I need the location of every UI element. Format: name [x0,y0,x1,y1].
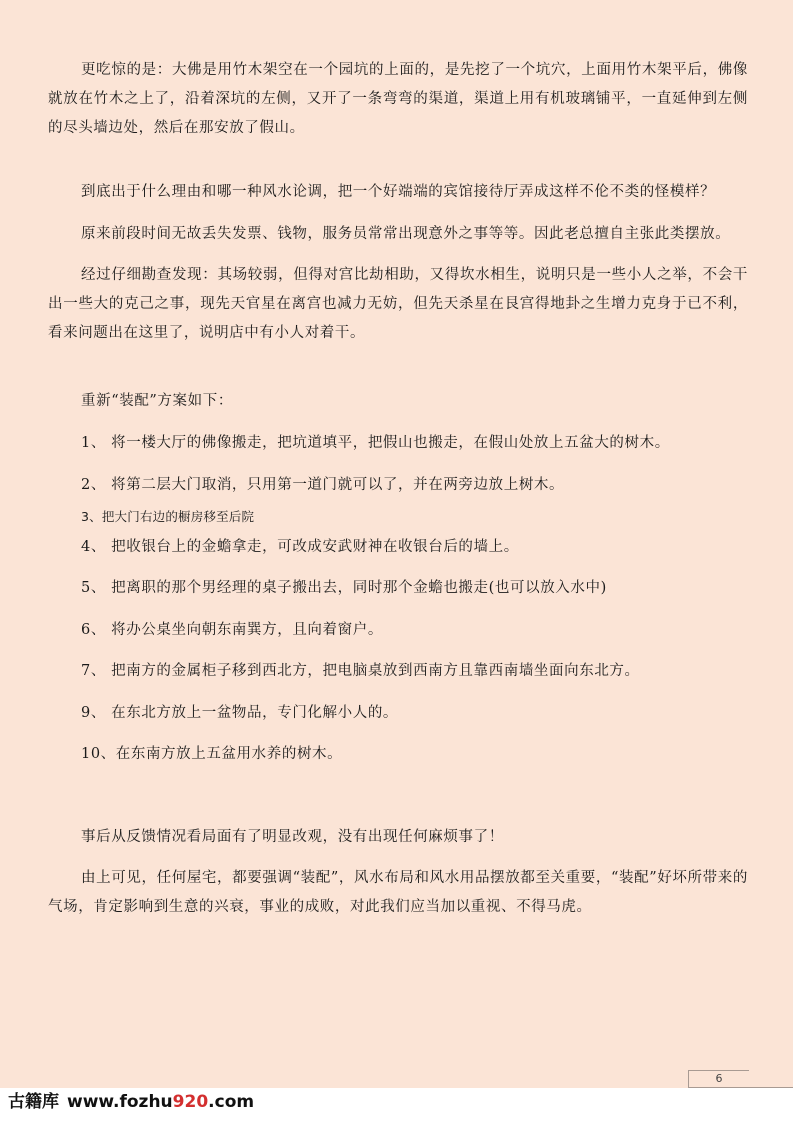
watermark-url-prefix: www.fozhu [67,1092,173,1112]
paragraph-question: 到底出于什么理由和哪一种风水论调，把一个好端端的宾馆接待厅弄成这样不伦不类的怪模样？ [81,184,716,200]
list-item-5: 5、 把离职的那个男经理的桌子搬出去，同时那个金蟾也搬走(也可以放入水中) [81,580,607,596]
page-number: 6 [688,1070,749,1089]
paragraph-conclusion: 由上可见，任何屋宅，都要强调“装配”，风水布局和风水用品摆放都至关重要，“装配”好坏所带来的气场，肯定影响到生意的兴衰，事业的成败，对此我们应当加以重视、不得马虎。 [48,870,748,915]
list-item-2: 2、 将第二层大门取消，只用第一道门就可以了，并在两旁边放上树木。 [81,477,565,493]
list-item-1: 1、 将一楼大厅的佛像搬走，把坑道填平，把假山也搬走，在假山处放上五盆大的树木。 [81,435,670,451]
watermark-url-suffix: .com [208,1092,255,1112]
watermark-site-name: 古籍库 [8,1092,59,1112]
paragraph-investigation: 经过仔细勘查发现：其场较弱，但得对宫比劫相助，又得坎水相生，说明只是一些小人之举，不会干出一些大的克己之事，现先天官星在离宫也减力无妨，但先天杀星在艮宫得地卦之生增力克身于已不利，看来问题出在这里了，说明店中有小人对着干。 [48,267,748,341]
list-item-9: 9、 在东北方放上一盆物品，专门化解小人的。 [81,705,399,721]
watermark-url-number: 920 [172,1092,209,1112]
list-item-6: 6、 将办公桌坐向朝东南巽方，且向着窗户。 [81,622,383,638]
paragraph-plan-heading: 重新“装配”方案如下： [81,393,233,409]
list-item-10: 10、在东南方放上五盆用水养的树木。 [81,746,343,762]
list-item-3: 3、把大门右边的橱房移至后院 [81,509,255,524]
paragraph-buddha-description: 更吃惊的是：大佛是用竹木架空在一个园坑的上面的，是先挖了一个坑穴，上面用竹木架平后，佛像就放在竹木之上了，沿着深坑的左侧，又开了一条弯弯的渠道，渠道上用有机玻璃铺平，一直延伸到左侧的尽头墙边处，然后在那安放了假山。 [48,62,748,136]
paragraph-background: 原来前段时间无故丢失发票、钱物，服务员常常出现意外之事等等。因此老总擅自主张此类摆放。 [81,226,731,242]
paragraph-outcome: 事后从反馈情况看局面有了明显改观，没有出现任何麻烦事了！ [81,829,504,845]
list-item-4: 4、 把收银台上的金蟾拿走，可改成安武财神在收银台后的墙上。 [81,539,519,555]
list-item-7: 7、 把南方的金属柜子移到西北方，把电脑桌放到西南方且靠西南墙坐面向东北方。 [81,663,640,679]
watermark-banner[interactable] [8,1091,254,1113]
